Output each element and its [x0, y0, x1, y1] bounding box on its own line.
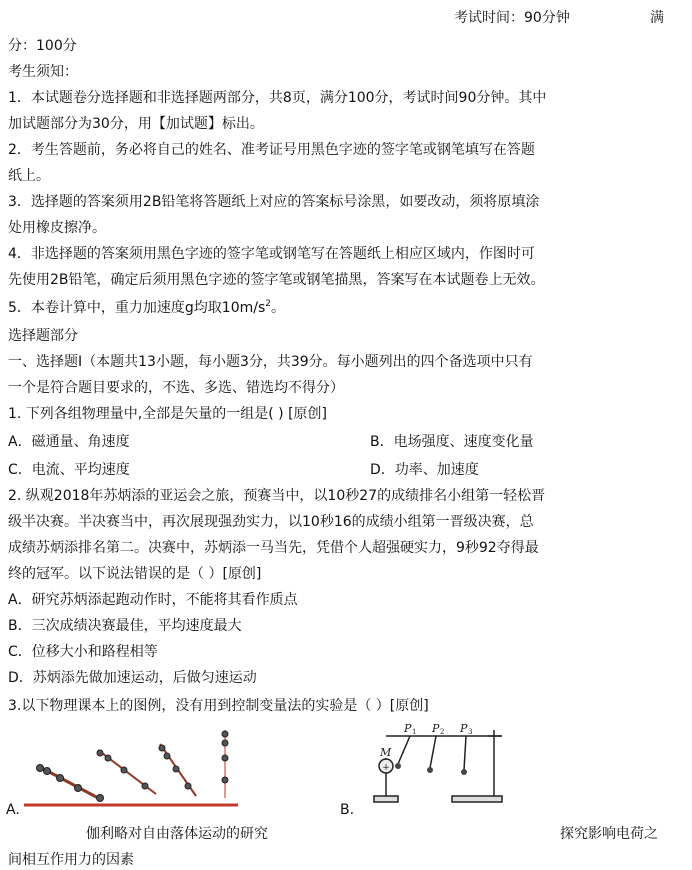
hook-label: P — [432, 722, 440, 735]
ball — [97, 795, 104, 802]
ball — [222, 740, 228, 746]
question-2-stem: 级半决赛。半决赛当中，再次展现强劲实力，以10秒16的成绩小组第一晋级决赛，总 — [8, 514, 534, 530]
sphere-label: M — [380, 746, 392, 759]
galileo-incline-figure — [20, 726, 242, 812]
hook-subscript: 3 — [468, 728, 473, 736]
q2-option-d: D．苏炳添先做加速运动，后做匀速运动 — [8, 670, 257, 686]
figure-b-caption: 探究影响电荷之 — [560, 826, 658, 842]
ball — [142, 783, 148, 789]
gravity-exponent: 2 — [265, 299, 271, 309]
notice-line: 处用橡皮擦净。 — [8, 220, 106, 236]
ball — [75, 785, 82, 792]
hook-label: P — [404, 722, 412, 735]
question-3-stem: 3.以下物理课本上的图例，没有用到控制变量法的实验是（ ）[原创] — [8, 698, 429, 714]
support-base — [374, 796, 398, 802]
figure-b-label: B. — [340, 802, 355, 818]
hook-subscript: 2 — [440, 728, 445, 736]
notice-line: 2．考生答题前，务必将自己的姓名、准考证号用黑色字迹的签字笔或钢笔填写在答题 — [8, 142, 535, 158]
hanging-ball — [395, 763, 401, 769]
svg-text:+: + — [382, 763, 390, 773]
ball — [164, 753, 170, 759]
notice-line: 4．非选择题的答案须用黑色字迹的签字笔或钢笔写在答题纸上相应区域内，作图时可 — [8, 246, 535, 262]
hook-label: P — [460, 722, 468, 735]
ball — [159, 745, 165, 751]
hook-subscript: 1 — [412, 728, 417, 736]
full-score-label-b: 分：100分 — [8, 38, 77, 54]
thread — [464, 736, 466, 770]
notice-line-gravity — [8, 298, 285, 320]
ball — [222, 755, 228, 761]
part-heading: 一个是符合题目要求的，不选、多选、错选均不得分） — [8, 380, 344, 396]
q1-option-b: B．电场强度、速度变化量 — [370, 434, 534, 450]
exam-time: 考试时间：90分钟 — [454, 10, 570, 26]
figure-b-caption: 间相互作用力的因素 — [8, 852, 134, 868]
ball — [222, 777, 228, 783]
q2-option-b: B．三次成绩决赛最佳，平均速度最大 — [8, 618, 242, 634]
ball — [37, 765, 44, 772]
ball — [173, 766, 179, 772]
ball — [105, 755, 111, 761]
gravity-text: 5．本卷计算中，重力加速度g均取10m/s — [8, 300, 266, 316]
notice-line: 1．本试题卷分选择题和非选择题两部分，共8页，满分100分，考试时间90分钟。其中 — [8, 90, 547, 106]
notice-line: 3．选择题的答案须用2B铅笔将答题纸上对应的答案标号涂黑，如要改动，须将原填涂 — [8, 194, 540, 210]
section-title: 选择题部分 — [8, 328, 78, 344]
notice-title: 考生须知： — [8, 64, 78, 80]
notice-line: 加试题部分为30分，用【加试题】标出。 — [8, 116, 264, 132]
hanging-ball — [461, 769, 467, 775]
notice-line: 先使用2B铅笔，确定后须用黑色字迹的签字笔或钢笔描黑，答案写在本试题卷上无效。 — [8, 272, 545, 288]
thread — [398, 736, 410, 764]
gravity-end: 。 — [271, 300, 285, 316]
thread — [430, 736, 436, 768]
hanging-ball — [427, 767, 433, 773]
q1-option-c: C．电流、平均速度 — [8, 462, 130, 478]
notice-line: 纸上。 — [8, 168, 50, 184]
question-2-stem: 终的冠军。以下说法错误的是（ ）[原创] — [8, 566, 262, 582]
ball — [185, 783, 191, 789]
ball — [97, 750, 103, 756]
question-2-stem: 成绩苏炳添排名第二。决赛中，苏炳添一马当先，凭借个人超强硬实力，9秒92夺得最 — [8, 540, 539, 556]
ball — [44, 768, 51, 775]
q2-option-c: C．位移大小和路程相等 — [8, 644, 158, 660]
q2-option-a: A．研究苏炳添起跑动作时，不能将其看作质点 — [8, 592, 298, 608]
q1-option-a: A．磁通量、角速度 — [8, 434, 130, 450]
charge-interaction-figure — [366, 722, 510, 808]
question-2-stem: 2. 纵观2018年苏炳添的亚运会之旅，预赛当中，以10秒27的成绩排名小组第一轻松晋 — [8, 488, 546, 504]
ball — [121, 767, 127, 773]
part-heading: 一、选择题Ⅰ（本题共13小题，每小题3分，共39分。每小题列出的四个备选项中只有 — [8, 354, 533, 370]
figure-a-label: A. — [6, 802, 20, 818]
ball — [57, 775, 64, 782]
stand-base — [452, 796, 502, 802]
ball — [222, 731, 228, 737]
figure-a-caption: 伽利略对自由落体运动的研究 — [86, 826, 268, 842]
q1-option-d: D．功率、加速度 — [370, 462, 479, 478]
full-score-label-a: 满 — [650, 10, 664, 26]
question-1-stem: 1. 下列各组物理量中,全部是矢量的一组是( ) [原创] — [8, 406, 328, 422]
